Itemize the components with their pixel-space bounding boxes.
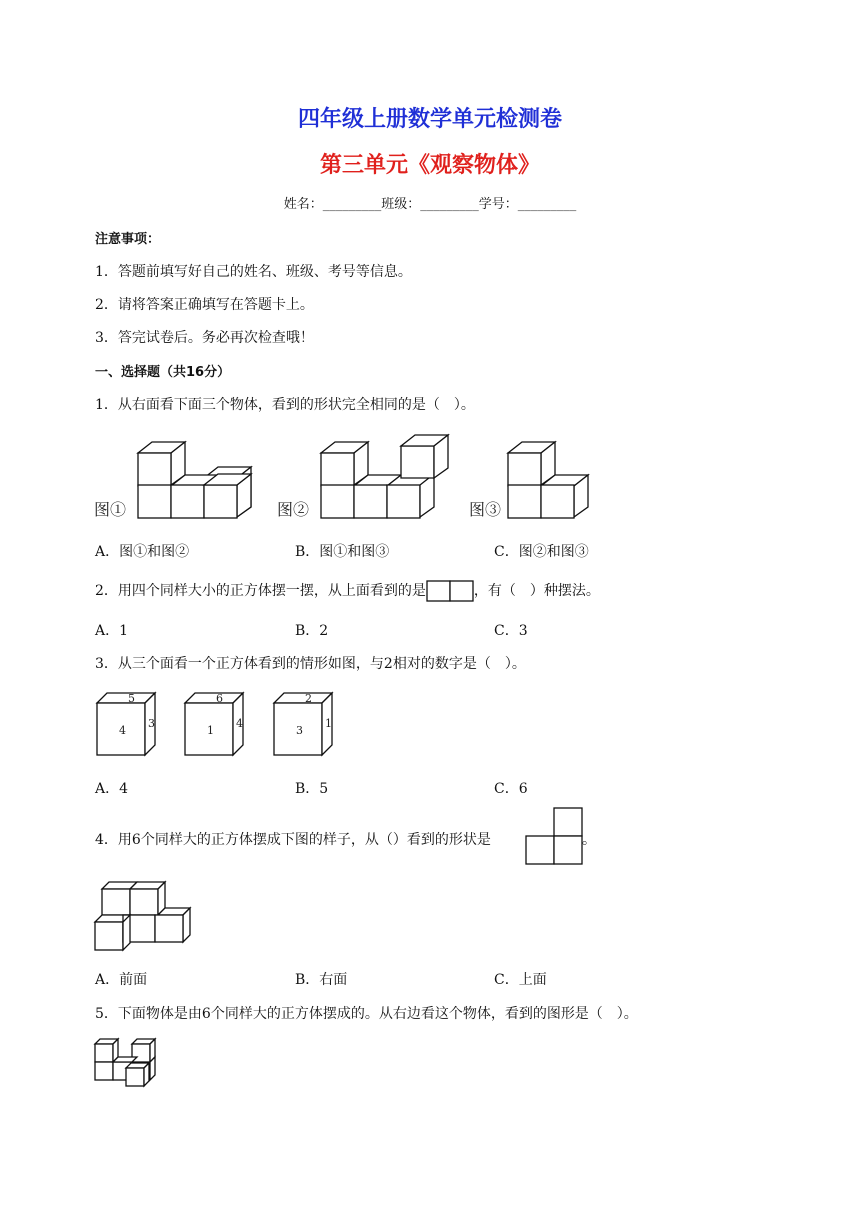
option-c[interactable]: C．上面 [494, 972, 547, 988]
section-heading: 一、选择题（共16分） [95, 365, 231, 380]
svg-text:5: 5 [128, 692, 135, 705]
figure-2-label: 图② [277, 500, 310, 519]
option-c[interactable]: C．3 [494, 623, 528, 639]
question-2-stem-before: 2．用四个同样大小的正方体摆一摆，从上面看到的是 [95, 583, 426, 599]
option-a[interactable]: A．1 [95, 623, 129, 639]
svg-text:4: 4 [236, 717, 243, 730]
question-2-stem-after: ，有（ ）种摆法。 [473, 583, 600, 599]
two-squares-figure [426, 580, 474, 601]
page-subtitle: 第三单元《观察物体》 [319, 153, 540, 178]
note-item: 3．答完试卷后。务必再次检查哦！ [95, 330, 314, 346]
svg-text:4: 4 [119, 724, 126, 737]
student-info-line: 姓名：_________班级：_________学号：_________ [283, 197, 577, 212]
option-b[interactable]: B．5 [295, 781, 329, 797]
die-view-1 [97, 692, 155, 755]
svg-text:2: 2 [305, 692, 312, 705]
figure-2-cubes [321, 435, 448, 518]
question-1-stem: 1．从右面看下面三个物体，看到的形状完全相同的是（ ）。 [95, 397, 475, 413]
question-5-cubes-figure [94, 1037, 162, 1089]
svg-text:6: 6 [216, 692, 223, 705]
svg-text:3: 3 [148, 717, 155, 730]
option-b[interactable]: B．2 [295, 623, 329, 639]
option-b[interactable]: B．右面 [295, 972, 348, 988]
note-item: 1．答题前填写好自己的姓名、班级、考号等信息。 [95, 264, 412, 280]
question-2-stem [95, 580, 600, 601]
option-a[interactable]: A．图①和图② [95, 544, 190, 560]
note-item: 2．请将答案正确填写在答题卡上。 [95, 297, 314, 313]
svg-text:1: 1 [325, 717, 332, 730]
question-4-stem-after: 。 [582, 832, 596, 848]
option-a[interactable]: A．4 [95, 781, 129, 797]
option-b[interactable]: B．图①和图③ [295, 544, 390, 560]
figure-3-label: 图③ [469, 500, 502, 519]
die-view-3 [274, 692, 332, 755]
page-title: 四年级上册数学单元检测卷 [297, 107, 562, 132]
question-3-dice-views [95, 690, 355, 760]
svg-text:1: 1 [207, 724, 214, 737]
figure-3-cubes [508, 442, 588, 518]
option-c[interactable]: C．6 [494, 781, 528, 797]
view-shape-figure [525, 807, 585, 865]
die-view-2 [185, 692, 243, 755]
svg-text:3: 3 [296, 724, 303, 737]
question-5-stem: 5．下面物体是由6个同样大的正方体摆成的。从右边看这个物体，看到的图形是（ ）。 [95, 1006, 638, 1022]
question-3-stem: 3．从三个面看一个正方体看到的情形如图，与2相对的数字是（ ）。 [95, 656, 526, 672]
figure-1-label: 图① [94, 500, 127, 519]
question-1-figures [90, 428, 620, 528]
question-4-cubes-figure [94, 879, 194, 951]
figure-1-cubes [138, 442, 251, 518]
notes-heading: 注意事项： [95, 232, 161, 247]
option-c[interactable]: C．图②和图③ [494, 544, 589, 560]
question-4-stem-before: 4．用6个同样大的正方体摆成下图的样子，从（）看到的形状是 [95, 832, 491, 848]
option-a[interactable]: A．前面 [95, 972, 148, 988]
